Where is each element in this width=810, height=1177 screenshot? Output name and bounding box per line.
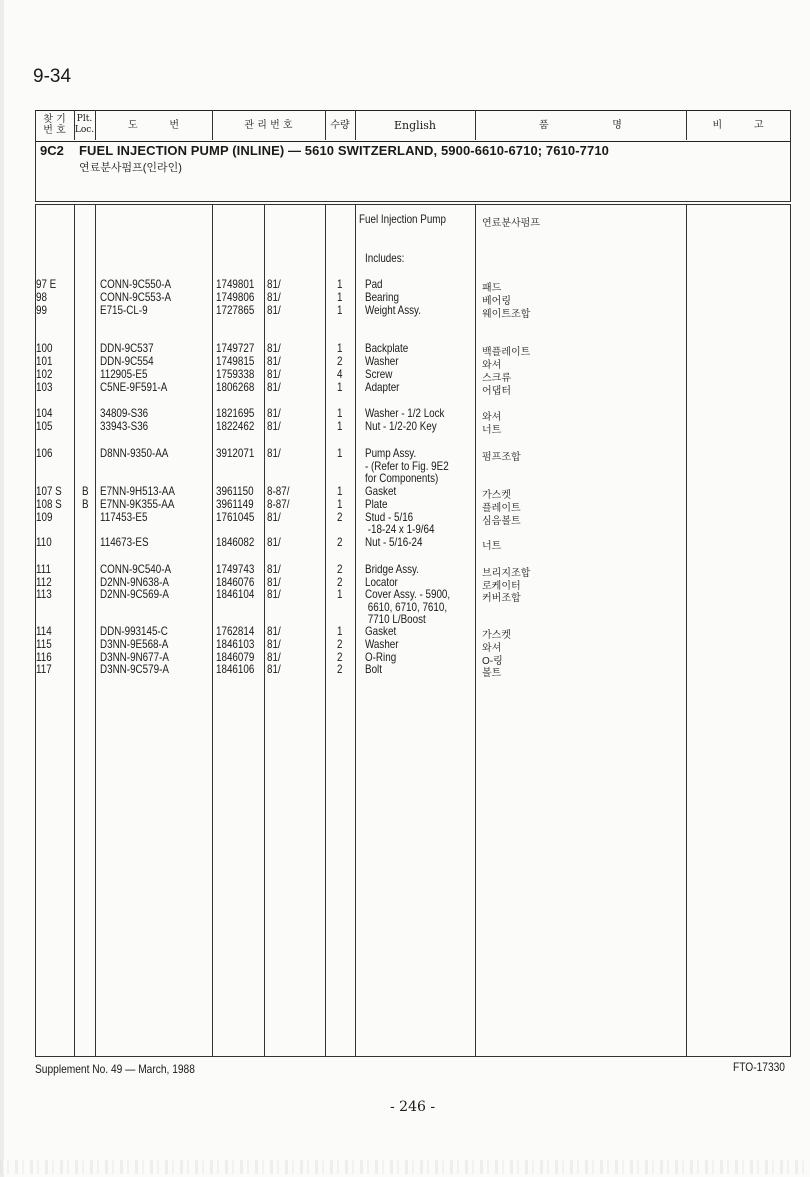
cell-english: Locator [365,575,398,589]
cell-part: D3NN-9E568-A [100,637,169,651]
intro-english-0: Fuel Injection Pump [359,212,446,226]
cell-date: 81/ [267,446,281,460]
cell-english: Pump Assy. [365,446,417,460]
cell-english: Gasket [365,624,397,638]
cell-part: D8NN-9350-AA [100,446,169,460]
cell-date: 81/ [267,637,281,651]
cell-part: CONN-9C553-A [100,290,172,304]
cell-korean: O-링 [482,656,503,667]
cell-qty: 1 [337,446,343,460]
cell-mgmt: 1822462 [216,419,255,433]
cell-mgmt: 1821695 [216,406,255,420]
cell-key: 112 [36,575,52,589]
cell-key: 99 [36,303,47,317]
cell-english: Nut - 5/16-24 [365,535,423,549]
cell-date: 81/ [267,406,281,420]
cell-english: Nut - 1/2-20 Key [365,419,437,433]
cell-qty: 1 [337,277,343,291]
cell-english: Backplate [365,341,409,355]
cell-mgmt: 1846082 [216,535,255,549]
cell-date: 8-87/ [267,497,290,511]
cell-qty: 1 [337,290,343,304]
cell-key: 100 [36,341,53,355]
cell-mgmt: 1759338 [216,367,255,381]
cell-korean: 어댑터 [482,386,511,397]
cell-mgmt: 3912071 [216,446,255,460]
cell-english: Bridge Assy. [365,562,419,576]
cell-korean: 펌프조합 [482,452,521,463]
cell-key: 105 [36,419,53,433]
scan-edge [0,0,4,1177]
cell-korean: 와셔 [482,412,502,423]
cell-korean: 가스켓 [482,630,511,641]
header-korean: 품 명 [539,119,622,131]
cell-english: Stud - 5/16 [365,510,414,524]
cell-part: CONN-9C540-A [100,562,172,576]
cell-english: Washer - 1/2 Lock [365,406,445,420]
cell-english: 6610, 6710, 7610, [365,600,448,614]
header-management-number: 관 리 번 호 [244,119,293,131]
cell-korean: 플레이트 [482,503,521,514]
cell-part: 114673-ES [100,535,149,549]
cell-english: Cover Assy. - 5900, [365,587,451,601]
cell-key: 97 E [36,277,57,291]
cell-qty: 1 [337,380,343,394]
section-title: FUEL INJECTION PUMP (INLINE) — 5610 SWITZERLAND, 5900-6610-6710; 7610-7710 [79,143,609,158]
cell-key: 104 [36,406,53,420]
header-plant-location: Plt. Loc. [74,114,95,135]
cell-key: 109 [36,510,53,524]
scan-artifact [0,1160,810,1174]
cell-english: Washer [365,354,399,368]
cell-part: 117453-E5 [100,510,148,524]
cell-korean: 패드 [482,283,502,294]
cell-korean: 커버조합 [482,593,521,604]
section-code: 9C2 [40,143,64,158]
cell-qty: 2 [337,535,343,549]
header-english: English [394,118,436,132]
section-subtitle: 연료분사펌프(인라인) [79,162,182,174]
cell-key: 113 [36,587,52,601]
cell-date: 81/ [267,277,281,291]
cell-part: D2NN-9N638-A [100,575,169,589]
cell-english: Adapter [365,380,400,394]
cell-english: Plate [365,497,388,511]
cell-mgmt: 1749806 [216,290,255,304]
cell-korean: 베어링 [482,296,511,307]
cell-date: 81/ [267,354,281,368]
cell-english: Bolt [365,662,382,676]
cell-qty: 1 [337,484,343,498]
cell-mgmt: 3961150 [216,484,254,498]
cell-korean: 볼트 [482,668,502,679]
page-label: 9-34 [33,66,72,87]
cell-plt: B [82,484,89,498]
cell-key: 102 [36,367,53,381]
cell-korean: 스크류 [482,373,511,384]
cell-mgmt: 1846106 [216,662,255,676]
cell-mgmt: 1846104 [216,587,255,601]
cell-part: E7NN-9K355-AA [100,497,175,511]
cell-korean: 와셔 [482,360,502,371]
cell-korean: 너트 [482,425,502,436]
cell-korean: 와셔 [482,643,502,654]
cell-qty: 2 [337,662,343,676]
cell-qty: 1 [337,303,343,317]
cell-key: 115 [36,637,52,651]
cell-qty: 1 [337,497,343,511]
cell-qty: 1 [337,587,343,601]
cell-date: 81/ [267,650,281,664]
cell-korean: 너트 [482,541,502,552]
cell-mgmt: 3961149 [216,497,254,511]
cell-date: 81/ [267,341,281,355]
cell-mgmt: 1749743 [216,562,255,576]
cell-english: Weight Assy. [365,303,421,317]
cell-date: 8-87/ [267,484,290,498]
footer-supplement: Supplement No. 49 — March, 1988 [35,1062,195,1076]
cell-korean: 백플레이트 [482,347,531,358]
cell-english: -18-24 x 1-9/64 [365,522,435,536]
cell-english: 7710 L/Boost [365,612,426,626]
cell-part: D2NN-9C569-A [100,587,169,601]
cell-part: D3NN-9C579-A [100,662,169,676]
cell-english: Washer [365,637,399,651]
cell-qty: 1 [337,624,343,638]
cell-qty: 2 [337,354,343,368]
cell-date: 81/ [267,624,281,638]
cell-part: D3NN-9N677-A [100,650,169,664]
cell-date: 81/ [267,575,281,589]
cell-part: E7NN-9H513-AA [100,484,175,498]
cell-part: C5NE-9F591-A [100,380,168,394]
cell-key: 98 [36,290,47,304]
cell-date: 81/ [267,303,281,317]
cell-key: 103 [36,380,53,394]
cell-key: 101 [36,354,53,368]
cell-date: 81/ [267,587,281,601]
intro-english-1: Includes: [365,251,405,265]
intro-korean-0: 연료분사펌프 [482,218,540,229]
cell-date: 81/ [267,290,281,304]
cell-qty: 2 [337,562,343,576]
cell-key: 107 S [36,484,62,498]
cell-mgmt: 1749727 [216,341,255,355]
cell-key: 114 [36,624,52,638]
cell-part: 33943-S36 [100,419,149,433]
header-quantity: 수량 [330,119,350,131]
cell-mgmt: 1846079 [216,650,255,664]
footer-code: FTO-17330 [733,1060,785,1074]
cell-key: 106 [36,446,53,460]
header-drawing-number: 도 번 [127,119,180,131]
cell-part: E715-CL-9 [100,303,148,317]
cell-date: 81/ [267,367,281,381]
cell-key: 111 [36,562,51,576]
cell-qty: 1 [337,341,343,355]
cell-date: 81/ [267,380,281,394]
cell-mgmt: 1761045 [216,510,255,524]
cell-qty: 2 [337,510,343,524]
cell-english: Screw [365,367,393,381]
cell-part: DDN-993145-C [100,624,168,638]
cell-part: CONN-9C550-A [100,277,172,291]
cell-qty: 2 [337,575,343,589]
cell-key: 108 S [36,497,62,511]
cell-date: 81/ [267,510,281,524]
cell-english: Bearing [365,290,399,304]
cell-korean: 브리지조합 [482,568,531,579]
cell-mgmt: 1749815 [216,354,255,368]
cell-plt: B [82,497,89,511]
cell-korean: 웨이트조합 [482,309,531,320]
header-remarks: 비 고 [712,119,764,131]
cell-qty: 4 [337,367,343,381]
footer-page-number: - 246 - [390,1099,436,1115]
cell-english: for Components) [365,471,439,485]
cell-qty: 1 [337,419,343,433]
cell-english: - (Refer to Fig. 9E2 [365,459,449,473]
cell-date: 81/ [267,662,281,676]
cell-mgmt: 1846076 [216,575,255,589]
cell-key: 116 [36,650,52,664]
cell-key: 117 [36,662,52,676]
cell-key: 110 [36,535,52,549]
cell-korean: 심음볼트 [482,516,521,527]
cell-date: 81/ [267,562,281,576]
cell-part: DDN-9C554 [100,354,154,368]
cell-date: 81/ [267,535,281,549]
cell-part: 112905-E5 [100,367,148,381]
cell-mgmt: 1749801 [216,277,255,291]
cell-english: Gasket [365,484,397,498]
cell-qty: 2 [337,637,343,651]
cell-date: 81/ [267,419,281,433]
cell-korean: 로케이터 [482,581,521,592]
cell-mgmt: 1846103 [216,637,255,651]
cell-qty: 1 [337,406,343,420]
cell-mgmt: 1762814 [216,624,255,638]
cell-english: O-Ring [365,650,397,664]
cell-mgmt: 1806268 [216,380,255,394]
cell-english: Pad [365,277,383,291]
cell-korean: 가스켓 [482,490,511,501]
header-key: 찾 기 번 호 [43,114,66,136]
cell-part: 34809-S36 [100,406,149,420]
cell-mgmt: 1727865 [216,303,255,317]
cell-qty: 2 [337,650,343,664]
cell-part: DDN-9C537 [100,341,154,355]
